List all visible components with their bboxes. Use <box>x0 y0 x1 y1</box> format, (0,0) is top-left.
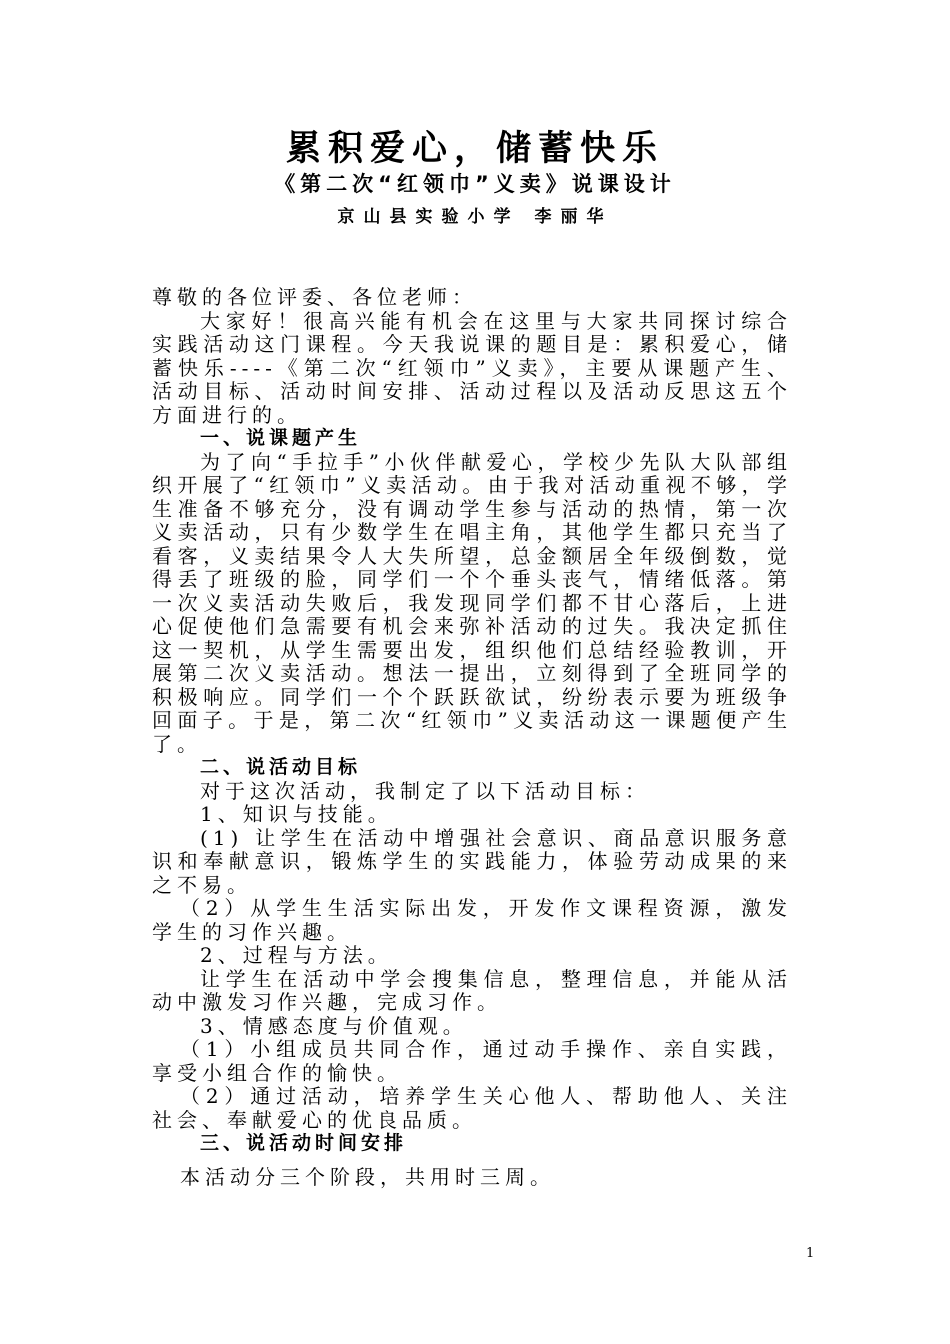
document-title: 累积爱心，储蓄快乐 <box>285 129 664 169</box>
goal-2-heading: 2、过程与方法。 <box>200 943 393 967</box>
goal-1a-paragraph: (1) 让学生在活动中增强社会意识、商品意识服务意识和奉献意识，锻炼学生的实践能力，体验劳动成果的来之不易。 <box>152 825 792 897</box>
goal-1b-paragraph: （2）从学生生活实际出发，开发作文课程资源，激发学生的习作兴趣。 <box>152 896 792 944</box>
goal-3-heading: 3、情感态度与价值观。 <box>200 1013 468 1038</box>
page-number: 1 <box>806 1246 815 1261</box>
greeting-paragraph: 尊敬的各位评委、各位老师： <box>152 285 477 309</box>
author-line: 京山县实验小学 李丽华 <box>337 207 613 227</box>
intro-paragraph: 大家好！很高兴能有机会在这里与大家共同探讨综合实践活动这门课程。今天我说课的题目是：累积爱心，储蓄快乐----《第二次“红领巾”义卖》，主要从课题产生、活动目标、活动时间安排、活动过程以及活动反思这五个方面进行的。 <box>152 308 792 427</box>
section-heading-2: 二、说活动目标 <box>200 756 362 778</box>
goal-intro-paragraph: 对于这次活动，我制定了以下活动目标： <box>200 778 650 803</box>
document-subtitle: 《第二次“红领巾”义卖》说课设计 <box>274 172 676 196</box>
goal-3b-paragraph: （2）通过活动，培养学生关心他人、帮助他人、关注社会、奉献爱心的优良品质。 <box>152 1084 792 1132</box>
origin-paragraph: 为了向“手拉手”小伙伴献爱心，学校少先队大队部组织开展了“红领巾”义卖活动。由于我对活动重视不够，学生准备不够充分，没有调动学生参与活动的热情，第一次义卖活动，只有少数学生在唱主角，其他学生都只充当了看客，义卖结果令人大失所望，总金额居全年级倒数，觉得丢了班级的脸，同学们一个个垂头丧气，情绪低落。第一次义卖活动失败后，我发现同学们都不甘心落后，上进心促使他们急需要有机会来弥补活动的过失。我决定抓住这一契机，从学生需要出发，组织他们总结经验教训，开展第二次义卖活动。想法一提出，立刻得到了全班同学的积极响应。同学们一个个跃跃欲试，纷纷表示要为班级争回面子。于是，第二次“红领巾”义卖活动这一课题便产生了。 <box>152 449 792 756</box>
section-heading-1: 一、说课题产生 <box>200 427 362 449</box>
document-body <box>152 286 792 1189</box>
goal-3a-paragraph: （1）小组成员共同合作，通过动手操作、亲自实践，享受小组合作的愉快。 <box>152 1037 792 1085</box>
schedule-paragraph: 本活动分三个阶段，共用时三周。 <box>180 1164 555 1189</box>
section-heading-3: 三、说活动时间安排 <box>200 1132 408 1154</box>
goal-1-heading: 1、知识与技能。 <box>200 802 393 826</box>
goal-2a-paragraph: 让学生在活动中学会搜集信息，整理信息，并能从活动中激发习作兴趣，完成习作。 <box>152 966 792 1014</box>
